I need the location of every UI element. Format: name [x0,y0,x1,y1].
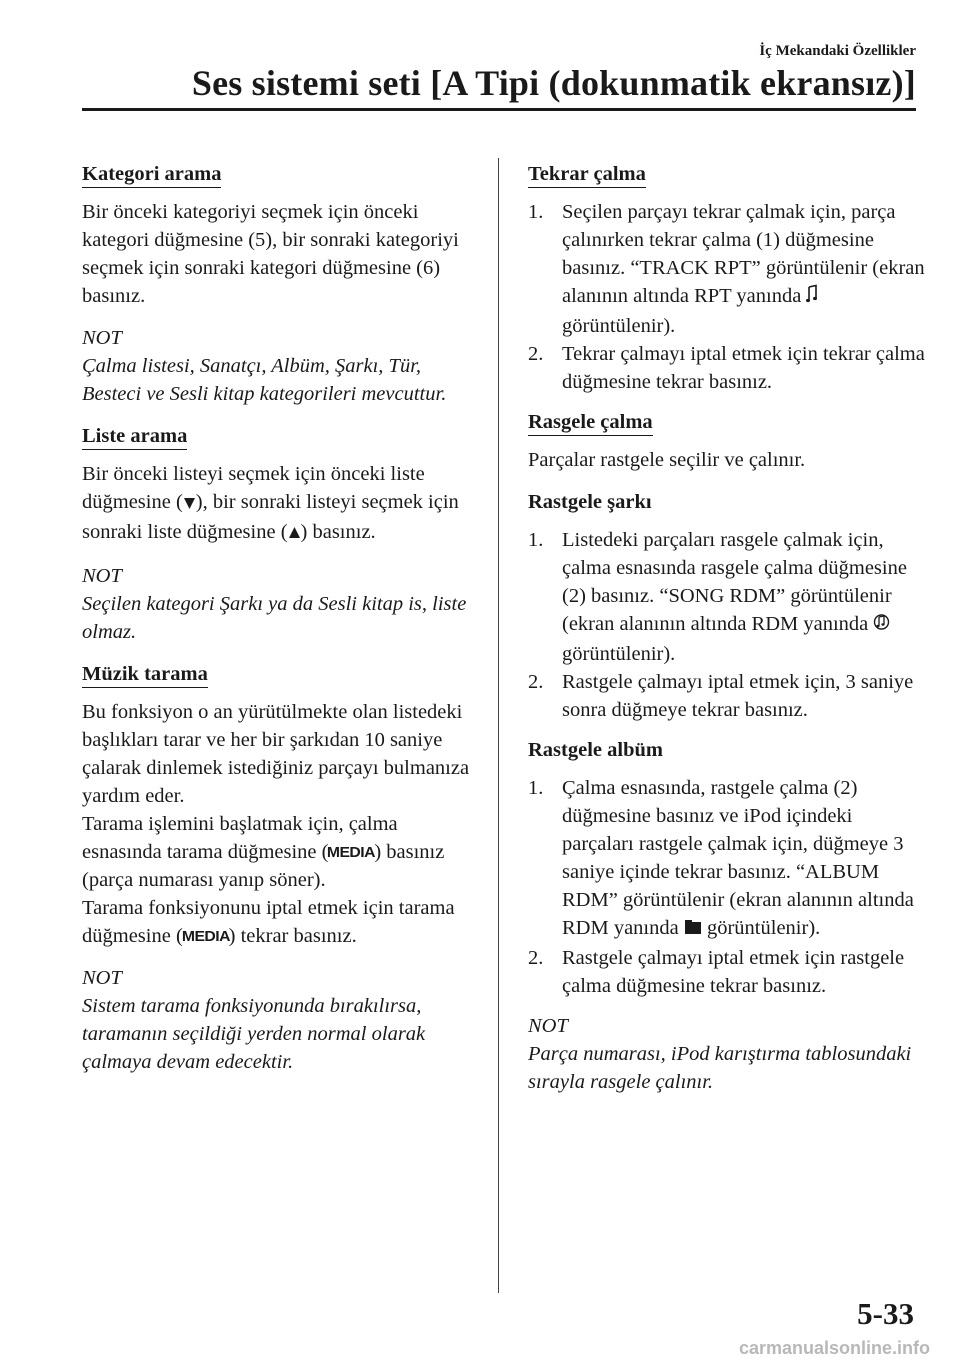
text-run: görüntülenir). [701,917,821,939]
note-text: Çalma listesi, Sanatçı, Albüm, Şarkı, Tür, Besteci ve Sesli kitap kategorileri mevcuttur. [82,355,447,405]
paragraph [82,460,482,548]
section-kategori-arama [82,160,482,408]
paragraph [82,894,482,950]
text-run: Çalma esnasında, rastgele çalma (2) düğmesine basınız ve iPod içindeki parçaları rastgele çalmak için, düğmeye 3 saniye içinde tekrar basınız. “ALBUM RDM” görüntülenir (ekran alanının altında RDM yanında [562,777,914,939]
text-run: Rastgele çalmayı iptal etmek için, 3 saniye sonra düğmeye tekrar basınız. [562,671,914,721]
step-number: 1. [528,777,544,799]
paragraph: Bu fonksiyon o an yürütülmekte olan listedeki başlıkları tarar ve her bir şarkıdan 10 saniye çalarak dinlemek istediğiniz parçayı bulmanıza yardım eder. [82,701,470,807]
media-button-icon: MEDIA [327,844,376,861]
paragraph: Parçalar rastgele seçilir ve çalınır. [528,449,806,471]
right-column [528,160,928,1110]
text-run: Tarama işlemini başlatmak için, çalma esnasında tarama düğmesine ( [82,813,398,863]
subheading: Rastgele albüm [528,739,663,761]
text-run: ), bir sonraki listeyi seçmek için sonraki liste düğmesine ( [82,491,459,543]
step-number: 2. [528,671,544,693]
section-liste-arama [82,422,482,646]
section-heading: Rasgele çalma [528,410,653,436]
media-button-icon: MEDIA [181,928,230,945]
section-muzik-tarama [82,660,482,1076]
text-run: Bir önceki listeyi seçmek için önceki liste düğmesine ( [82,463,425,513]
text-run: ) basınız (parça numarası yanıp söner). [82,841,445,891]
page-title: Ses sistemi seti [A Tipi (dokunmatik ekransız)] [191,63,916,103]
note-text: Sistem tarama fonksiyonunda bırakılırsa, taramanın seçildiği yerden normal olarak çalmaya devam edecektir. [82,995,426,1073]
list-item [528,944,928,1000]
title-rule [82,108,916,111]
chapter-label: İç Mekandaki Özellikler [759,43,916,59]
step-number: 2. [528,947,544,969]
steps-list [528,774,928,1000]
triangle-down-icon [183,490,196,518]
paragraph [82,810,482,894]
text-run: ) tekrar basınız. [228,925,357,947]
list-item [528,198,928,340]
steps-list [528,198,928,396]
note-label: NOT [82,327,122,349]
music-note-icon [806,284,818,312]
paragraph: Bir önceki kategoriyi seçmek için önceki kategori düğmesine (5), bir sonraki kategoriyi seçmek için sonraki kategori düğmesine (6) basınız. [82,201,459,307]
text-run: Tarama fonksiyonunu iptal etmek için tarama düğmesine ( [82,897,455,947]
note-text: Parça numarası, iPod karıştırma tablosundaki sırayla rasgele çalınır. [528,1043,912,1093]
page-number: 5-33 [857,1296,914,1331]
left-column [82,160,482,1090]
list-item [528,340,928,396]
section-heading: Liste arama [82,424,187,450]
list-item [528,526,928,668]
section-heading: Tekrar çalma [528,162,646,188]
text-run: Seçilen parçayı tekrar çalmak için, parça çalınırken tekrar çalma (1) düğmesine basınız. “TRACK RPT” görüntülenir (ekran alanının altında RPT yanında [562,201,925,307]
column-divider [498,158,499,1293]
list-item [528,668,928,724]
text-run: Tekrar çalmayı iptal etmek için tekrar çalma düğmesine tekrar basınız. [562,343,925,393]
shuffle-disc-icon [873,612,890,640]
watermark: carmanualsonline.info [738,1338,930,1358]
text-run: görüntülenir). [562,315,676,337]
steps-list [528,526,928,724]
text-run: görüntülenir). [562,643,676,665]
section-heading: Kategori arama [82,162,221,188]
step-number: 2. [528,343,544,365]
step-number: 1. [528,201,544,223]
text-run: ) basınız. [300,521,376,543]
text-run: Listedeki parçaları rasgele çalmak için, çalma esnasında rasgele çalma düğmesine (2) basınız. “SONG RDM” görüntülenir (ekran alanının altında RDM yanında [562,529,907,635]
triangle-up-icon [288,520,301,548]
text-run: Rastgele çalmayı iptal etmek için rastgele çalma düğmesine tekrar basınız. [562,947,905,997]
album-folder-icon [684,916,702,944]
list-item [528,774,928,944]
section-rasgele-calma [528,408,928,1096]
step-number: 1. [528,529,544,551]
section-tekrar-calma [528,160,928,396]
subheading: Rastgele şarkı [528,491,652,513]
note-label: NOT [82,565,122,587]
note-label: NOT [528,1015,568,1037]
note-text: Seçilen kategori Şarkı ya da Sesli kitap is, liste olmaz. [82,593,467,643]
section-heading: Müzik tarama [82,662,208,688]
note-label: NOT [82,967,122,989]
